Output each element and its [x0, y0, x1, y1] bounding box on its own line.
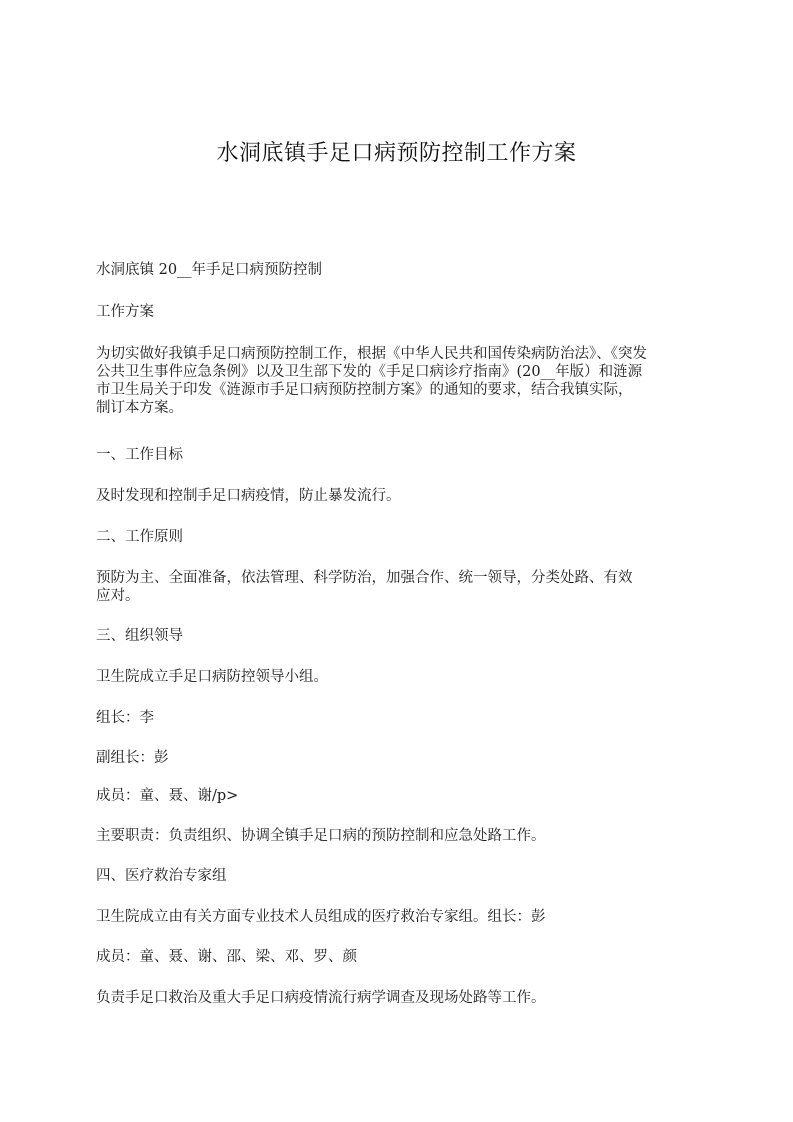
section-1-body	[96, 487, 700, 505]
text-line: 四、医疗救治专家组	[96, 868, 227, 884]
deputy-leader-line	[96, 749, 700, 767]
section-3-body	[96, 668, 700, 686]
section-3-heading	[96, 627, 700, 645]
text-line: 组长：李	[96, 710, 154, 726]
text-line: 成员：童、聂、谢、邵、梁、邓、罗、颜	[96, 949, 357, 965]
section-4-body	[96, 908, 700, 926]
text-line: 及时发现和控制手足口病疫情，防止暴发流行。	[96, 488, 401, 504]
text-line: 负责手足口救治及重大手足口病疫情流行病学调查及现场处路等工作。	[96, 990, 546, 1006]
text-line: 一、工作目标	[96, 447, 183, 463]
section-1-heading	[96, 446, 700, 464]
section-4-heading	[96, 867, 700, 885]
expert-members-line	[96, 948, 700, 966]
text-line: 制订本方案。	[96, 400, 183, 416]
text-line: 公共卫生事件应急条例》以及卫生部下发的《手足口病诊疗指南》(20__年版）和涟源	[96, 364, 643, 380]
subtitle-line-2	[96, 303, 700, 321]
section-2-body	[96, 569, 700, 605]
document-title: 水洞底镇手足口病预防控制工作方案	[216, 141, 577, 166]
text-line: 成员：童、聂、谢/p>	[96, 788, 239, 804]
intro-paragraph	[96, 345, 700, 417]
duties-line	[96, 827, 700, 845]
text-line: 为切实做好我镇手足口病预防控制工作，根据《中华人民共和国传染病防治法》、《突发	[96, 346, 647, 362]
leader-line	[96, 709, 700, 727]
text-line: 水洞底镇 20__年手足口病预防控制	[96, 262, 323, 278]
text-line: 预防为主、全面准备，依法管理、科学防治，加强合作、统一领导，分类处路、有效	[96, 570, 633, 586]
text-line: 二、工作原则	[96, 529, 183, 545]
text-line: 副组长：彭	[96, 750, 169, 766]
text-line: 卫生院成立手足口病防控领导小组。	[96, 669, 328, 685]
text-line: 工作方案	[96, 304, 154, 320]
section-2-heading	[96, 528, 700, 546]
text-line: 三、组织领导	[96, 628, 183, 644]
expert-duties-line	[96, 989, 700, 1007]
text-line: 市卫生局关于印发《涟源市手足口病预防控制方案》的通知的要求，结合我镇实际，	[96, 382, 633, 398]
text-line: 卫生院成立由有关方面专业技术人员组成的医疗救治专家组。组长：彭	[96, 909, 546, 925]
text-line: 主要职责：负责组织、协调全镇手足口病的预防控制和应急处路工作。	[96, 828, 546, 844]
text-line: 应对。	[96, 588, 140, 604]
members-line	[96, 787, 700, 805]
subtitle-line-1	[96, 261, 700, 279]
